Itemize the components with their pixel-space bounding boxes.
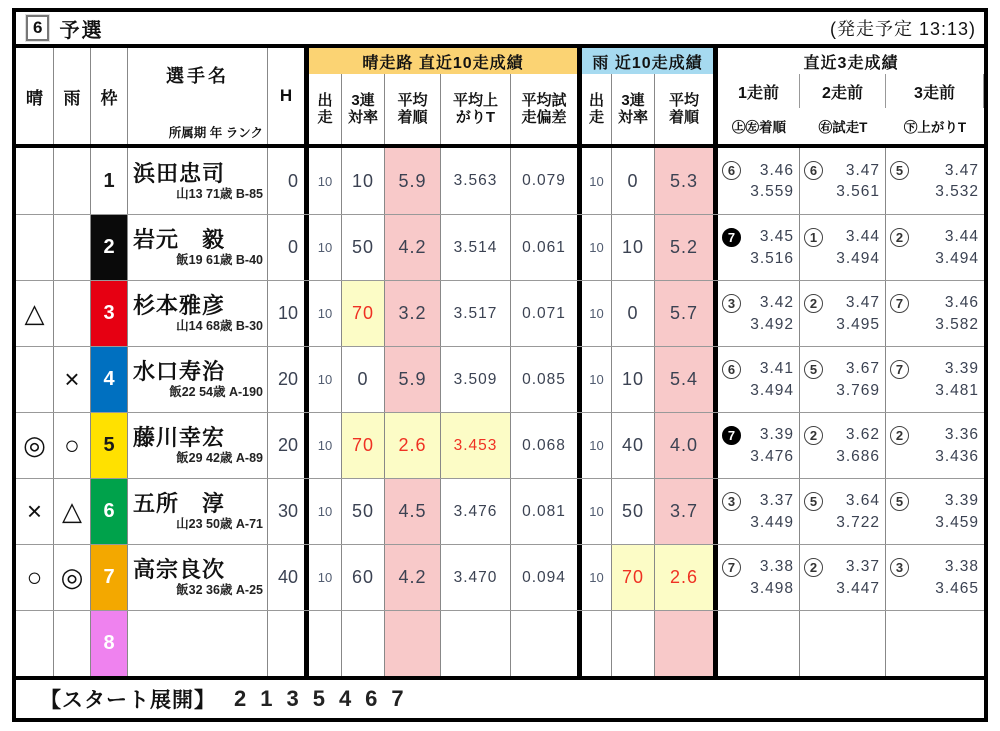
finish-position-badge: 2 [890, 228, 909, 247]
sun-trial-deviation-value: 0.071 [522, 304, 566, 322]
trial-time: 3.47 [944, 161, 979, 179]
finish-position-badge: 7 [890, 360, 909, 379]
rider-row [16, 280, 984, 346]
rain-top3-rate-value: 40 [612, 413, 655, 478]
sun-avg-finish-value: 5.9 [385, 347, 441, 412]
frame-number-badge: 3 [91, 281, 128, 346]
lap-time: 3.459 [935, 513, 979, 531]
rain-starts-value: 10 [582, 215, 612, 280]
trial-time: 3.39 [759, 426, 794, 443]
trial-time: 3.44 [845, 228, 880, 245]
rider-header-label: 選手名 [166, 66, 229, 86]
trial-time: 3.47 [845, 161, 880, 179]
col-header-sun-deviation: 平均試 走偏差 [521, 92, 567, 126]
finish-position-badge: 2 [890, 426, 909, 445]
rider-name: 杉本雅彦 [133, 293, 226, 318]
sun-avg-finish-value [385, 611, 441, 676]
lap-time: 3.686 [836, 447, 880, 465]
race-3-ago-cell [886, 611, 984, 676]
handicap-value: 20 [277, 435, 298, 455]
rider-name: 浜田忠司 [133, 160, 226, 186]
rain-starts-value [582, 611, 612, 676]
sun-trial-deviation-value [511, 611, 577, 676]
col-header-1-ago: 1走前 [718, 74, 800, 108]
frame-number-badge: 7 [91, 545, 128, 610]
sun-trial-deviation-value: 0.061 [522, 238, 566, 256]
rider-row [16, 544, 984, 610]
sun-trial-deviation-value: 0.085 [522, 370, 566, 388]
frame-number-badge: 8 [91, 611, 128, 676]
sun-top3-rate-value [342, 611, 385, 676]
race-3-ago-cell [886, 281, 984, 346]
rider-cell [128, 479, 268, 544]
frame-number-badge: 5 [91, 413, 128, 478]
sun-prediction-mark: △ [16, 281, 54, 346]
rain-prediction-mark [54, 148, 91, 214]
rider-detail: 飯32 36歳 A-25 [176, 583, 263, 597]
rider-detail: 山13 71歳 B-85 [176, 186, 263, 201]
sun-trial-deviation-value: 0.079 [522, 172, 566, 189]
sun-prediction-mark: ○ [16, 545, 54, 610]
trial-time: 3.38 [944, 558, 979, 575]
rider-detail: 山14 68歳 B-30 [176, 319, 263, 333]
sun-avg-lap-value: 3.514 [441, 215, 511, 280]
race-3-ago-cell [886, 479, 984, 544]
rider-name: 高宗良次 [133, 557, 226, 582]
rain-prediction-mark [54, 611, 91, 676]
sun-prediction-mark [16, 148, 54, 214]
race-3-ago-cell [886, 148, 984, 214]
finish-position-badge: 2 [804, 558, 823, 577]
finish-position-badge: 1 [804, 228, 823, 247]
rider-detail: 飯22 54歳 A-190 [169, 385, 263, 399]
lap-time: 3.494 [935, 249, 979, 267]
rider-name: 藤川幸宏 [133, 425, 226, 450]
finish-position-badge: 2 [804, 294, 823, 313]
trial-time: 3.39 [944, 360, 979, 377]
finish-position-badge: 5 [890, 161, 909, 180]
lap-time: 3.449 [750, 513, 794, 531]
lap-time: 3.532 [935, 183, 979, 200]
sun-starts-value: 10 [309, 215, 342, 280]
trial-time: 3.36 [944, 426, 979, 443]
frame-number-badge: 6 [91, 479, 128, 544]
lap-time: 3.561 [836, 183, 880, 200]
rider-cell [128, 347, 268, 412]
sun-avg-finish-value: 3.2 [385, 281, 441, 346]
sun-top3-rate-value: 0 [342, 347, 385, 412]
finish-position-badge: 5 [804, 492, 823, 511]
rider-row [16, 346, 984, 412]
finish-position-badge: 6 [722, 161, 741, 180]
col-header-frame: 枠 [91, 48, 128, 144]
sun-avg-finish-value: 5.9 [385, 148, 441, 214]
sun-avg-finish-value: 4.2 [385, 215, 441, 280]
trial-time: 3.45 [759, 228, 794, 245]
race-1-ago-cell [718, 611, 800, 676]
sun-avg-lap-value: 3.453 [441, 413, 511, 478]
sun-starts-value [309, 611, 342, 676]
sun-avg-lap-value: 3.517 [441, 281, 511, 346]
sun-top3-rate-value: 50 [342, 215, 385, 280]
finish-position-badge: 7 [722, 558, 741, 577]
rain-subheaders [582, 74, 713, 144]
race-card-sheet [12, 8, 988, 722]
handicap-value: 40 [277, 567, 298, 587]
race-2-ago-cell [800, 215, 886, 280]
trial-time: 3.41 [759, 360, 794, 377]
rider-cell [128, 611, 268, 676]
rain-avg-finish-value: 5.3 [655, 148, 713, 214]
sun-group-band: 晴走路 直近10走成績 [309, 48, 577, 74]
rain-prediction-mark: ○ [54, 413, 91, 478]
sun-starts-value: 10 [309, 148, 342, 214]
trial-time: 3.46 [944, 294, 979, 311]
col-header-sun: 晴 [16, 48, 54, 144]
handicap-value: 0 [287, 237, 298, 257]
col-header-3-ago: 3走前 [886, 74, 984, 108]
rider-name: 岩元 毅 [133, 227, 226, 252]
race-number-badge: 6 [26, 15, 49, 41]
col-header-rain: 雨 [54, 48, 91, 144]
frame-number-badge: 2 [91, 215, 128, 280]
sun-starts-value: 10 [309, 347, 342, 412]
rain-prediction-mark: × [54, 347, 91, 412]
race-3-ago-cell [886, 215, 984, 280]
col-header-rain-rate: 3連 対率 [612, 74, 655, 144]
start-formation-bar [16, 680, 984, 718]
rain-prediction-mark: ◎ [54, 545, 91, 610]
finish-position-badge: 6 [804, 161, 823, 180]
rain-avg-finish-value: 2.6 [655, 545, 713, 610]
rain-stats-group-header [582, 48, 713, 144]
race-2-ago-cell [800, 479, 886, 544]
rain-starts-value: 10 [582, 281, 612, 346]
rain-group-band: 雨 近10走成績 [582, 48, 713, 74]
sun-prediction-mark: ◎ [16, 413, 54, 478]
sun-avg-finish-value: 4.5 [385, 479, 441, 544]
rider-row [16, 478, 984, 544]
rain-starts-value: 10 [582, 479, 612, 544]
finish-position-badge: 3 [890, 558, 909, 577]
col-header-sun-avg: 平均 着順 [385, 74, 441, 144]
rain-top3-rate-value: 0 [612, 148, 655, 214]
start-formation-label: 【スタート展開】 [40, 689, 216, 712]
legend-trial-time: ㊨試走T [818, 120, 868, 135]
race-2-ago-cell [800, 611, 886, 676]
lap-time: 3.516 [750, 249, 794, 267]
race-2-ago-cell [800, 347, 886, 412]
race-1-ago-cell [718, 347, 800, 412]
sun-starts-value: 10 [309, 545, 342, 610]
sun-prediction-mark: × [16, 479, 54, 544]
rider-cell [128, 545, 268, 610]
sun-top3-rate-value: 70 [342, 281, 385, 346]
sun-starts-value: 10 [309, 413, 342, 478]
rain-avg-finish-value [655, 611, 713, 676]
finish-position-badge: 7 [722, 228, 741, 247]
rain-avg-finish-value: 5.7 [655, 281, 713, 346]
finish-position-badge: 2 [804, 426, 823, 445]
trial-time: 3.67 [845, 360, 880, 377]
rider-cell [128, 148, 268, 214]
race-1-ago-cell [718, 281, 800, 346]
frame-number-badge: 4 [91, 347, 128, 412]
finish-position-badge: 6 [722, 360, 741, 379]
rain-top3-rate-value [612, 611, 655, 676]
rain-avg-finish-value: 5.4 [655, 347, 713, 412]
col-header-rain-starts: 出 走 [582, 74, 612, 144]
rain-starts-value: 10 [582, 148, 612, 214]
col-header-rider [128, 48, 268, 144]
sun-starts-value: 10 [309, 281, 342, 346]
table-header [16, 48, 984, 144]
finish-position-badge: 7 [890, 294, 909, 313]
trial-time: 3.37 [759, 492, 794, 509]
rider-table-body [16, 148, 984, 676]
sun-trial-deviation-value: 0.068 [522, 436, 566, 454]
race-2-ago-cell [800, 148, 886, 214]
last3-legend [718, 108, 984, 144]
race-1-ago-cell [718, 479, 800, 544]
handicap-value: 30 [277, 501, 298, 521]
lap-time: 3.498 [750, 579, 794, 597]
lap-time: 3.495 [836, 315, 880, 333]
sun-trial-deviation-value: 0.081 [522, 502, 566, 520]
start-formation-value: 2135467 [234, 686, 418, 711]
last3-group-header [718, 48, 984, 144]
rider-row [16, 412, 984, 478]
legend-position: ㊤㊧着順 [732, 120, 786, 135]
race-3-ago-cell [886, 413, 984, 478]
trial-time: 3.44 [944, 228, 979, 245]
trial-time: 3.46 [759, 161, 794, 179]
sun-top3-rate-value: 10 [342, 148, 385, 214]
handicap-value: 0 [287, 170, 298, 191]
race-1-ago-cell [718, 215, 800, 280]
handicap-value: 10 [277, 303, 298, 323]
col-header-sun-rate: 3連 対率 [342, 74, 385, 144]
rider-row [16, 610, 984, 676]
col-header-sun-starts: 出 走 [309, 74, 342, 144]
rider-cell [128, 413, 268, 478]
rider-cell [128, 215, 268, 280]
sun-avg-lap-value [441, 611, 511, 676]
rider-subheader-label: 所属期 年 ランク [168, 126, 263, 140]
lap-time: 3.494 [750, 381, 794, 399]
finish-position-badge: 3 [722, 294, 741, 313]
handicap-value: 20 [277, 369, 298, 389]
rider-detail: 山23 50歳 A-71 [176, 517, 263, 531]
trial-time: 3.37 [845, 558, 880, 575]
sun-top3-rate-value: 50 [342, 479, 385, 544]
rain-top3-rate-value: 0 [612, 281, 655, 346]
col-header-2-ago: 2走前 [800, 74, 886, 108]
rain-prediction-mark [54, 215, 91, 280]
sun-trial-deviation-value: 0.094 [522, 568, 566, 586]
sun-avg-finish-value: 4.2 [385, 545, 441, 610]
col-header-sun-lap: 平均上 がりT [441, 74, 511, 144]
race-1-ago-cell [718, 545, 800, 610]
trial-time: 3.64 [845, 492, 880, 509]
race-3-ago-cell [886, 347, 984, 412]
lap-time: 3.492 [750, 315, 794, 333]
rain-top3-rate-value: 50 [612, 479, 655, 544]
sun-stats-group-header [309, 48, 577, 144]
lap-time: 3.722 [836, 513, 880, 531]
race-2-ago-cell [800, 413, 886, 478]
sun-subheaders [309, 74, 577, 144]
sun-prediction-mark [16, 215, 54, 280]
start-time-note: (発走予定 13:13) [829, 19, 976, 39]
finish-position-badge: 5 [804, 360, 823, 379]
lap-time: 3.769 [836, 381, 880, 399]
sun-avg-lap-value: 3.476 [441, 479, 511, 544]
rider-name: 五所 淳 [133, 491, 226, 516]
lap-time: 3.481 [935, 381, 979, 399]
title-bar [16, 12, 984, 44]
race-3-ago-cell [886, 545, 984, 610]
rain-starts-value: 10 [582, 545, 612, 610]
handicap-value [268, 611, 304, 676]
trial-time: 3.62 [845, 426, 880, 443]
trial-time: 3.47 [845, 294, 880, 311]
lap-time: 3.465 [935, 579, 979, 597]
race-1-ago-cell [718, 413, 800, 478]
race-2-ago-cell [800, 545, 886, 610]
last3-group-band: 直近3走成績 [803, 54, 899, 72]
rider-row [16, 214, 984, 280]
lap-time: 3.476 [750, 447, 794, 465]
rain-avg-finish-value: 4.0 [655, 413, 713, 478]
race-title: 予選 [59, 19, 104, 42]
rider-detail: 飯19 61歳 B-40 [176, 253, 263, 267]
rain-top3-rate-value: 70 [612, 545, 655, 610]
sun-starts-value: 10 [309, 479, 342, 544]
sun-top3-rate-value: 60 [342, 545, 385, 610]
col-header-rain-avg: 平均 着順 [668, 92, 699, 126]
finish-position-badge: 5 [890, 492, 909, 511]
lap-time: 3.447 [836, 579, 880, 597]
rider-detail: 飯29 42歳 A-89 [176, 451, 263, 465]
sun-avg-lap-value: 3.470 [441, 545, 511, 610]
sun-top3-rate-value: 70 [342, 413, 385, 478]
finish-position-badge: 3 [722, 492, 741, 511]
lap-time: 3.559 [750, 183, 794, 200]
finish-position-badge: 7 [722, 426, 741, 445]
sun-prediction-mark [16, 347, 54, 412]
lap-time: 3.582 [935, 315, 979, 333]
rain-avg-finish-value: 3.7 [655, 479, 713, 544]
race-2-ago-cell [800, 281, 886, 346]
frame-number-badge: 1 [91, 148, 128, 214]
sun-avg-lap-value: 3.563 [441, 148, 511, 214]
trial-time: 3.38 [759, 558, 794, 575]
lap-time: 3.436 [935, 447, 979, 465]
rider-cell [128, 281, 268, 346]
rain-top3-rate-value: 10 [612, 347, 655, 412]
col-header-handicap: H [279, 86, 293, 105]
sun-avg-lap-value: 3.509 [441, 347, 511, 412]
rider-row [16, 148, 984, 214]
sun-avg-finish-value: 2.6 [385, 413, 441, 478]
rain-starts-value: 10 [582, 413, 612, 478]
rain-starts-value: 10 [582, 347, 612, 412]
trial-time: 3.42 [759, 294, 794, 311]
trial-time: 3.39 [944, 492, 979, 509]
rain-prediction-mark [54, 281, 91, 346]
race-1-ago-cell [718, 148, 800, 214]
rain-top3-rate-value: 10 [612, 215, 655, 280]
last3-column-labels [718, 74, 984, 108]
legend-lap-time: ㊦上がりT [903, 120, 967, 135]
rider-name: 水口寿治 [133, 359, 226, 384]
lap-time: 3.494 [836, 249, 880, 267]
sun-prediction-mark [16, 611, 54, 676]
rain-avg-finish-value: 5.2 [655, 215, 713, 280]
rain-prediction-mark: △ [54, 479, 91, 544]
